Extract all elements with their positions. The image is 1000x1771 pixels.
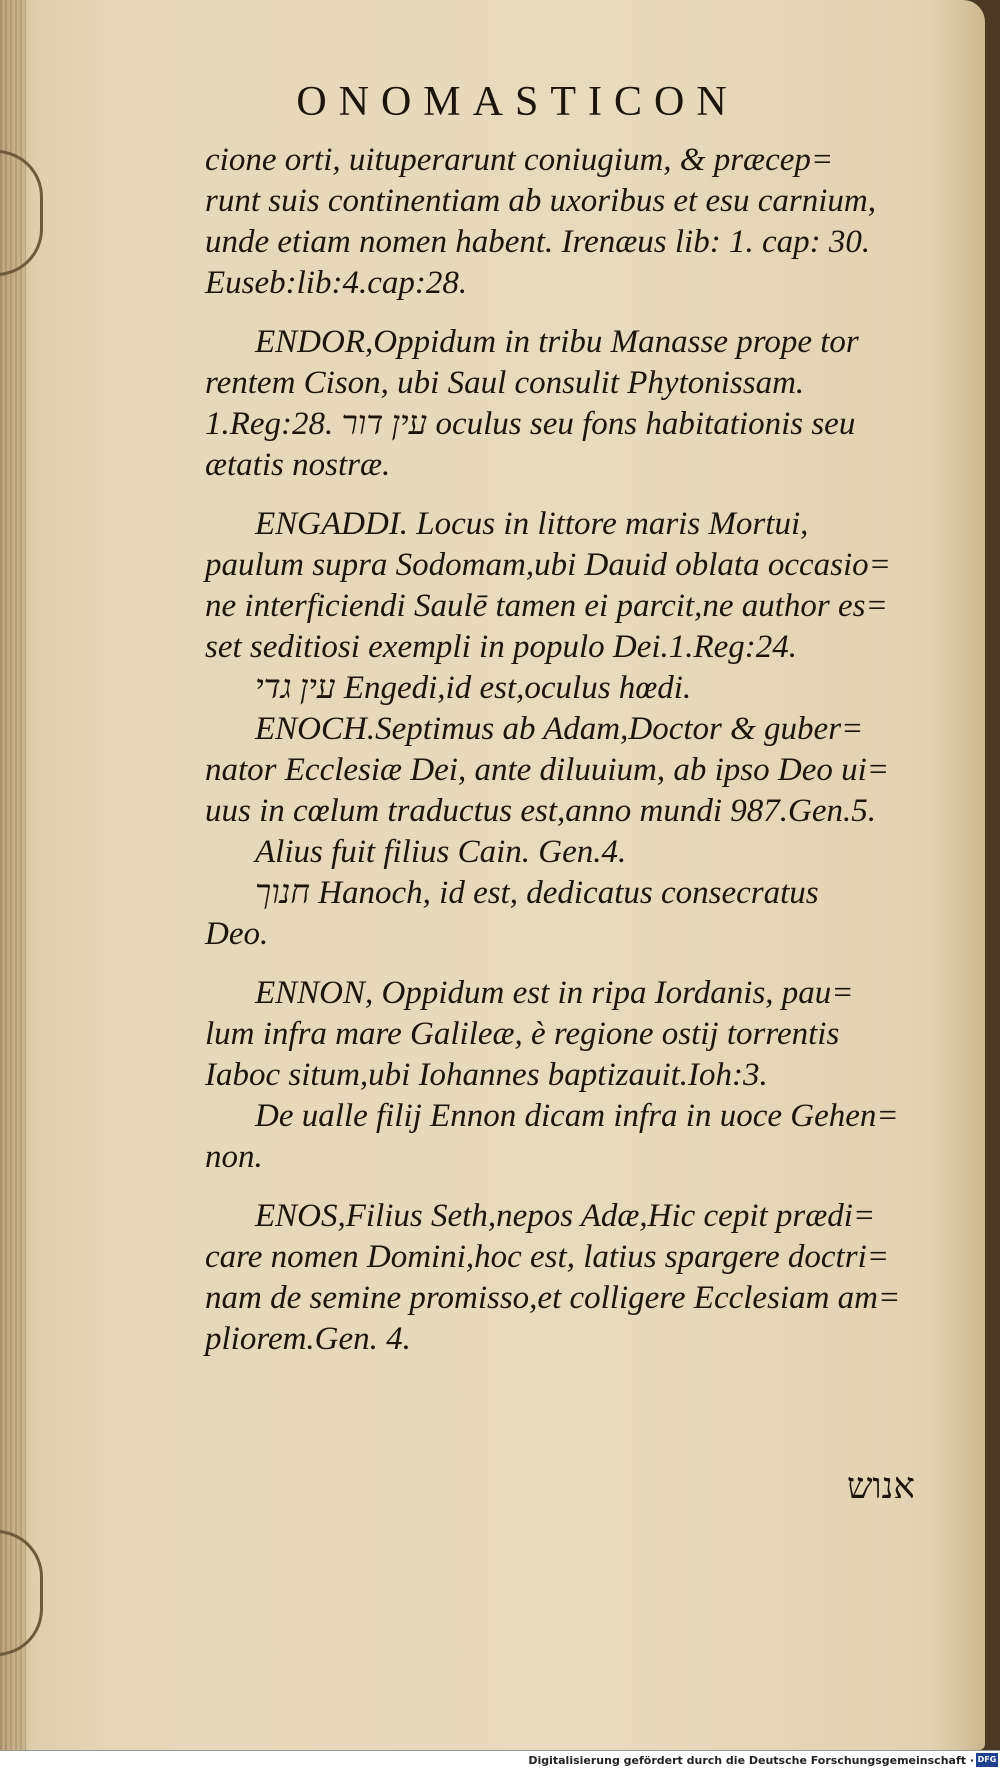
entry-heading-endor: ENDOR,Oppidum in tribu Manasse prope tor — [255, 324, 859, 360]
hebrew-gloss-line: חנוך Hanoch, id est, dedicatus consecratus — [255, 875, 819, 911]
text-line: nator Ecclesiæ Dei, ante diluuium, ab ipso Deo ui= — [205, 752, 890, 788]
text-line: runt suis continentiam ab uxoribus et esu carnium, — [205, 183, 876, 219]
footer-credit: Digitalisierung gefördert durch die Deutsche Forschungsgemeinschaft · — [528, 1754, 974, 1767]
catchword: אנוש — [846, 1466, 915, 1507]
text-line: ne interficiendi Saulē tamen ei parcit,ne author es= — [205, 588, 888, 624]
text-line: pliorem.Gen. 4. — [205, 1321, 411, 1357]
entry-heading-ennon: ENNON, Oppidum est in ripa Iordanis, pau= — [255, 975, 854, 1011]
hebrew-gloss-line: עין גדי Engedi,id est,oculus hœdi. — [255, 670, 692, 706]
text-line: non. — [205, 1139, 263, 1175]
text-line: uus in cœlum traductus est,anno mundi 987.Gen.5. — [205, 793, 876, 829]
entry-heading-engaddi: ENGADDI. Locus in littore maris Mortui, — [255, 506, 809, 542]
text-line: rentem Cison, ubi Saul consulit Phytonissam. — [205, 365, 805, 401]
text-line: Deo. — [205, 916, 269, 952]
page-tab-top — [0, 150, 43, 276]
text-line: set seditiosi exempli in populo Dei.1.Reg:24. — [205, 629, 798, 665]
dfg-logo: DFG — [976, 1753, 998, 1767]
page-tab-bottom — [0, 1530, 43, 1656]
text-line: cione orti, uituperarunt coniugium, & præcep= — [205, 142, 834, 178]
text-line: unde etiam nomen habent. Irenæus lib: 1. cap: 30. — [205, 224, 871, 260]
text-line: De ualle filij Ennon dicam infra in uoce Gehen= — [255, 1098, 899, 1134]
footer-strip — [0, 1750, 1000, 1771]
body-text — [205, 140, 950, 1360]
text-line: paulum supra Sodomam,ubi Dauid oblata occasio= — [205, 547, 891, 583]
entry-heading-enos: ENOS,Filius Seth,nepos Adæ,Hic cepit prædi= — [255, 1198, 876, 1234]
text-line: 1.Reg:28. עין דור oculus seu fons habitationis seu — [205, 406, 856, 442]
text-line: Iaboc situm,ubi Iohannes baptizauit.Ioh:3. — [205, 1057, 768, 1093]
text-line: care nomen Domini,hoc est, latius spargere doctri= — [205, 1239, 890, 1275]
text-line: Euseb:lib:4.cap:28. — [205, 265, 468, 301]
text-line: Alius fuit filius Cain. Gen.4. — [255, 834, 627, 870]
entry-heading-enoch: ENOCH.Septimus ab Adam,Doctor & guber= — [255, 711, 864, 747]
running-title: ONOMASTICON — [296, 79, 739, 125]
text-line: lum infra mare Galileæ, è regione ostij torrentis — [205, 1016, 840, 1052]
text-line: nam de semine promisso,et colligere Ecclesiam am= — [205, 1280, 901, 1316]
text-line: ætatis nostræ. — [205, 447, 391, 483]
